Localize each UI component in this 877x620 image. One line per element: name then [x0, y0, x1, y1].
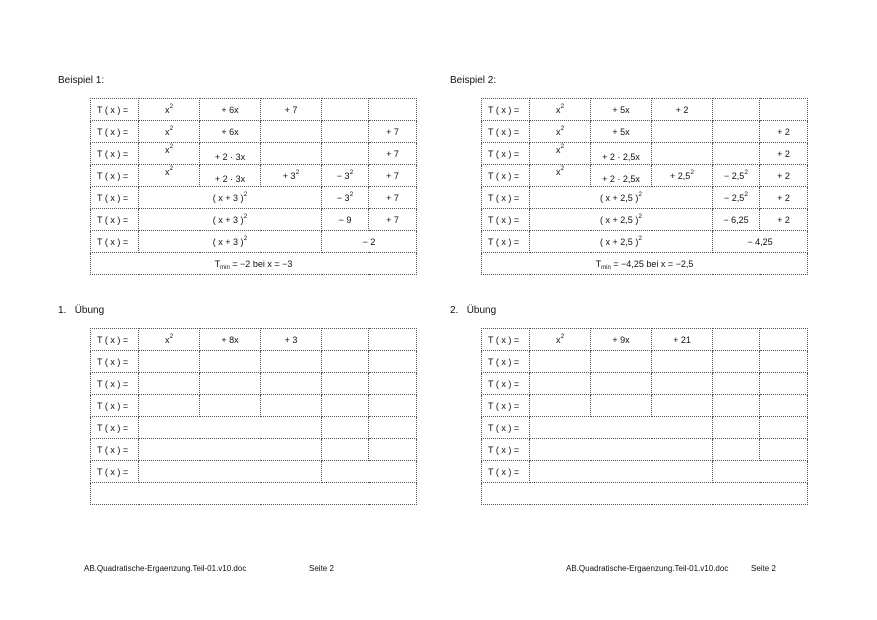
- exercise-2-table: [481, 328, 808, 505]
- cell-binomial: ( x + 2,5 )$^2$: [530, 187, 713, 209]
- row-label: T ( x ) =: [482, 373, 530, 395]
- table-row: [91, 121, 417, 143]
- row-label: T ( x ) =: [482, 121, 530, 143]
- exercise-1-word: Übung: [74, 305, 105, 316]
- cell-empty: [713, 351, 760, 373]
- cell-x-squared: $x^2$: [530, 99, 591, 121]
- cell-binomial: ( x + 3 )$^2$: [139, 187, 322, 209]
- row-label: T ( x ) =: [91, 165, 139, 187]
- exercise-2-word: Übung: [466, 305, 497, 316]
- example-2-heading: Beispiel 2:: [450, 75, 497, 86]
- cell-empty: [200, 351, 261, 373]
- cell-empty: [139, 351, 200, 373]
- row-label: T ( x ) =: [91, 143, 139, 165]
- cell-constant: + 2: [760, 187, 808, 209]
- table-row: [91, 461, 417, 483]
- cell-constant: + 7: [369, 209, 417, 231]
- cell-x-squared: $x^2$: [530, 329, 591, 351]
- footer-filename-right: AB.Quadratische-Ergaenzung.Teil-01.v10.doc: [566, 564, 729, 573]
- table-row: [482, 351, 808, 373]
- cell-empty: [652, 373, 713, 395]
- footer-page-left: Seite 2: [309, 564, 334, 573]
- cell-constant: + 2: [760, 165, 808, 187]
- cell-combined-constant: − 2: [322, 231, 417, 253]
- cell-linear: + 9x: [591, 329, 652, 351]
- cell-linear: + 5x: [591, 121, 652, 143]
- table-row: [482, 461, 808, 483]
- result-row: [482, 483, 808, 505]
- cell-constant: + 2: [760, 209, 808, 231]
- cell-linear: + 6x: [200, 121, 261, 143]
- table-row: [482, 121, 808, 143]
- row-label: T ( x ) =: [91, 209, 139, 231]
- cell-constant: + 7: [369, 121, 417, 143]
- cell-subtract-square: − $3^2$: [322, 165, 369, 187]
- table-row: [91, 417, 417, 439]
- row-label: T ( x ) =: [482, 231, 530, 253]
- cell-empty: [369, 395, 417, 417]
- table-row: [482, 231, 808, 253]
- row-label: T ( x ) =: [482, 461, 530, 483]
- cell-empty: [530, 461, 713, 483]
- cell-empty: [760, 329, 808, 351]
- table-row: [482, 253, 808, 275]
- cell-empty: [322, 417, 369, 439]
- cell-constant: + 7: [369, 143, 417, 165]
- cell-empty: [591, 351, 652, 373]
- cell-linear: + 2 · 3x: [200, 165, 261, 187]
- cell-empty: [139, 373, 200, 395]
- cell-empty: [261, 143, 322, 165]
- cell-subtract-value: − 9: [322, 209, 369, 231]
- row-label: T ( x ) =: [91, 121, 139, 143]
- cell-empty: [760, 351, 808, 373]
- row-label: T ( x ) =: [91, 461, 139, 483]
- row-label: T ( x ) =: [482, 187, 530, 209]
- table-row: [482, 99, 808, 121]
- cell-empty: [322, 143, 369, 165]
- exercise-1-number: 1.: [58, 305, 67, 316]
- row-label: T ( x ) =: [91, 439, 139, 461]
- row-label: T ( x ) =: [482, 99, 530, 121]
- cell-empty: [713, 395, 760, 417]
- cell-empty: [530, 373, 591, 395]
- example-1-heading: Beispiel 1:: [58, 75, 105, 86]
- result-row: [91, 483, 417, 505]
- row-label: T ( x ) =: [91, 231, 139, 253]
- table-row: [482, 373, 808, 395]
- cell-empty: [591, 373, 652, 395]
- table-row: [482, 187, 808, 209]
- cell-empty: [713, 121, 760, 143]
- cell-empty: [760, 395, 808, 417]
- cell-add-square: + $3^2$: [261, 165, 322, 187]
- row-label: T ( x ) =: [91, 395, 139, 417]
- cell-combined-constant: − 4,25: [713, 231, 808, 253]
- cell-x-squared: $x^2$: [530, 165, 591, 187]
- cell-empty: [261, 351, 322, 373]
- cell-linear: + 8x: [200, 329, 261, 351]
- cell-empty: [713, 439, 760, 461]
- cell-empty: [530, 417, 713, 439]
- row-label: T ( x ) =: [482, 209, 530, 231]
- table-row: [91, 253, 417, 275]
- table-row: [91, 165, 417, 187]
- cell-empty: [261, 395, 322, 417]
- cell-empty: [760, 373, 808, 395]
- cell-empty: [652, 121, 713, 143]
- cell-constant: + 7: [369, 165, 417, 187]
- cell-empty: [760, 439, 808, 461]
- cell-constant: + 7: [369, 187, 417, 209]
- cell-empty: [369, 99, 417, 121]
- cell-empty: [713, 417, 760, 439]
- cell-empty: [369, 351, 417, 373]
- table-row: [91, 329, 417, 351]
- table-row: [482, 483, 808, 505]
- table-row: [91, 143, 417, 165]
- table-row: [482, 417, 808, 439]
- cell-empty: [652, 395, 713, 417]
- cell-x-squared: $x^2$: [139, 329, 200, 351]
- cell-empty: [369, 329, 417, 351]
- cell-empty: [652, 351, 713, 373]
- cell-constant: + 7: [261, 99, 322, 121]
- cell-empty: [713, 373, 760, 395]
- cell-linear: + 2 · 2,5x: [591, 143, 652, 165]
- cell-x-squared: $x^2$: [530, 121, 591, 143]
- cell-add-square: + $2,5^2$: [652, 165, 713, 187]
- cell-constant: + 2: [760, 143, 808, 165]
- table-row: [91, 187, 417, 209]
- cell-subtract-square: − $2,5^2$: [713, 165, 760, 187]
- cell-empty: [200, 395, 261, 417]
- row-label: T ( x ) =: [91, 99, 139, 121]
- row-label: T ( x ) =: [482, 417, 530, 439]
- cell-empty: [139, 461, 322, 483]
- cell-empty: [200, 373, 261, 395]
- cell-x-squared: $x^2$: [139, 99, 200, 121]
- cell-empty: [369, 417, 417, 439]
- row-label: T ( x ) =: [482, 165, 530, 187]
- cell-empty: [760, 417, 808, 439]
- cell-x-squared: $x^2$: [139, 121, 200, 143]
- cell-linear: + 2 · 2,5x: [591, 165, 652, 187]
- row-label: T ( x ) =: [482, 395, 530, 417]
- cell-subtract-square: − $3^2$: [322, 187, 369, 209]
- exercise-1-heading: [58, 305, 104, 316]
- row-label: T ( x ) =: [91, 329, 139, 351]
- cell-empty: [139, 417, 322, 439]
- exercise-1-table: [90, 328, 417, 505]
- cell-binomial: ( x + 2,5 )$^2$: [530, 231, 713, 253]
- table-row: [91, 373, 417, 395]
- cell-empty: [760, 99, 808, 121]
- row-label: T ( x ) =: [91, 351, 139, 373]
- cell-empty: [322, 439, 369, 461]
- cell-empty: [322, 121, 369, 143]
- table-row: [482, 209, 808, 231]
- cell-empty: [322, 395, 369, 417]
- row-label: T ( x ) =: [482, 143, 530, 165]
- example-2-table: [481, 98, 808, 275]
- cell-constant: + 3: [261, 329, 322, 351]
- cell-constant: + 2: [652, 99, 713, 121]
- footer-filename-left: AB.Quadratische-Ergaenzung.Teil-01.v10.doc: [84, 564, 247, 573]
- cell-empty: [591, 395, 652, 417]
- row-label: T ( x ) =: [91, 373, 139, 395]
- cell-empty: [322, 329, 369, 351]
- table-row: [91, 99, 417, 121]
- result-row: $T_{min} = -2$ bei x = −3: [91, 253, 417, 275]
- table-row: [482, 439, 808, 461]
- cell-linear: + 6x: [200, 99, 261, 121]
- cell-binomial: ( x + 3 )$^2$: [139, 209, 322, 231]
- cell-empty: [713, 461, 808, 483]
- row-label: T ( x ) =: [91, 187, 139, 209]
- table-row: [91, 351, 417, 373]
- table-row: [482, 329, 808, 351]
- cell-empty: [261, 121, 322, 143]
- cell-constant: + 2: [760, 121, 808, 143]
- exercise-2-heading: [450, 305, 496, 316]
- cell-empty: [139, 439, 322, 461]
- cell-empty: [322, 461, 417, 483]
- cell-empty: [713, 99, 760, 121]
- cell-subtract-value: − 6,25: [713, 209, 760, 231]
- table-row: [482, 143, 808, 165]
- cell-empty: [369, 373, 417, 395]
- cell-binomial: ( x + 3 )$^2$: [139, 231, 322, 253]
- cell-empty: [530, 439, 713, 461]
- cell-linear: + 2 · 3x: [200, 143, 261, 165]
- cell-empty: [530, 395, 591, 417]
- row-label: T ( x ) =: [482, 439, 530, 461]
- cell-empty: [322, 99, 369, 121]
- cell-empty: [139, 395, 200, 417]
- table-row: [91, 209, 417, 231]
- row-label: T ( x ) =: [482, 329, 530, 351]
- cell-linear: + 5x: [591, 99, 652, 121]
- cell-empty: [261, 373, 322, 395]
- cell-empty: [530, 351, 591, 373]
- cell-empty: [713, 329, 760, 351]
- example-1-table: [90, 98, 417, 275]
- exercise-2-number: 2.: [450, 305, 459, 316]
- cell-x-squared: $x^2$: [139, 165, 200, 187]
- table-row: [482, 165, 808, 187]
- cell-constant: + 21: [652, 329, 713, 351]
- cell-subtract-square: − $2,5^2$: [713, 187, 760, 209]
- cell-empty: [713, 143, 760, 165]
- cell-empty: [322, 351, 369, 373]
- table-row: [91, 231, 417, 253]
- table-row: [91, 395, 417, 417]
- table-row: [91, 439, 417, 461]
- cell-x-squared: $x^2$: [530, 143, 591, 165]
- table-row: [91, 483, 417, 505]
- table-row: [482, 395, 808, 417]
- cell-x-squared: $x^2$: [139, 143, 200, 165]
- result-row: $T_{min} = -4,25$ bei x = −2,5: [482, 253, 808, 275]
- row-label: T ( x ) =: [91, 417, 139, 439]
- cell-empty: [369, 439, 417, 461]
- cell-empty: [652, 143, 713, 165]
- row-label: T ( x ) =: [482, 351, 530, 373]
- cell-empty: [322, 373, 369, 395]
- footer-page-right: Seite 2: [751, 564, 776, 573]
- cell-binomial: ( x + 2,5 )$^2$: [530, 209, 713, 231]
